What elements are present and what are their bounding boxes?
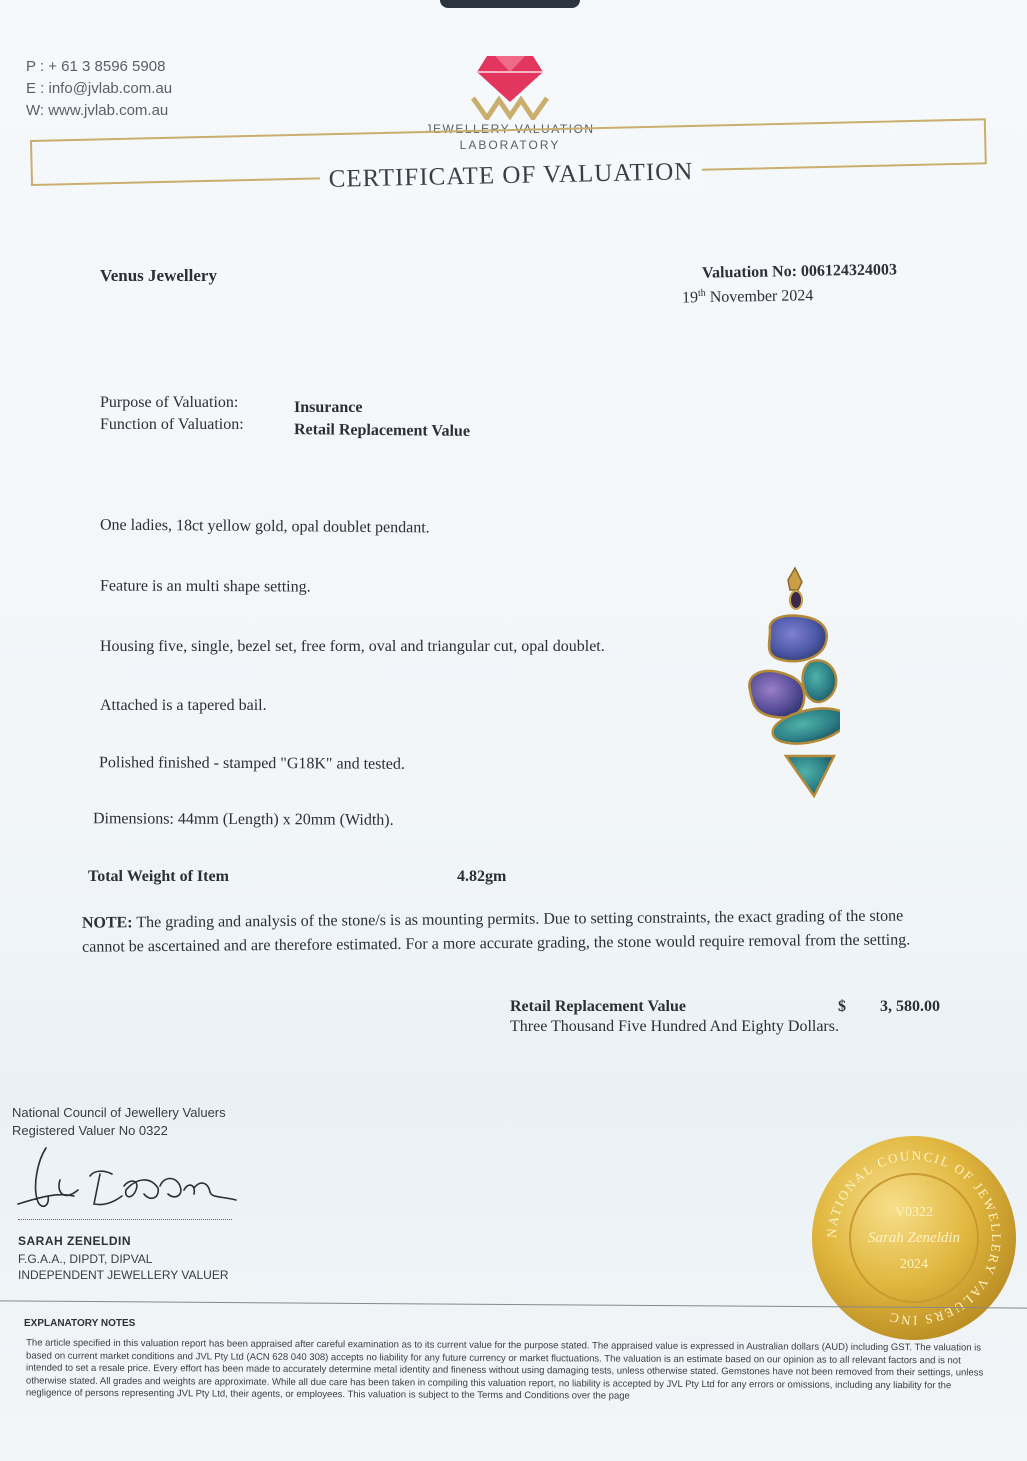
valuer-qualifications: F.G.A.A., DIPDT, DIPVAL	[18, 1252, 153, 1266]
valuer-registration: Registered Valuer No 0322	[12, 1123, 168, 1138]
note-label: NOTE:	[81, 914, 133, 932]
certificate-title: CERTIFICATE OF VALUATION	[320, 156, 703, 196]
contact-phone: P : + 61 3 8596 5908	[26, 58, 166, 75]
opal-pendant-image	[740, 560, 840, 805]
seal-valuer-name: Sarah Zeneldin	[867, 1230, 961, 1246]
retail-value-amount: 3, 580.00	[880, 998, 940, 1015]
date-rest: November 2024	[705, 287, 814, 307]
valuation-number: Valuation No: 006124324003	[701, 261, 898, 282]
valuer-org-name: National Council of Jewellery Valuers	[12, 1105, 226, 1120]
description-line: Polished finished - stamped "G18K" and tested.	[98, 754, 405, 773]
valuer-role: INDEPENDENT JEWELLERY VALUER	[18, 1268, 229, 1282]
weight-label: Total Weight of Item	[88, 868, 229, 885]
description-line: Housing five, single, bezel set, free form, oval and triangular cut, opal doublet.	[100, 638, 605, 655]
logo-line-2: LABORATORY	[459, 138, 561, 152]
council-gold-seal	[808, 1132, 1020, 1344]
purpose-label: Purpose of Valuation:	[100, 394, 239, 411]
seal-ring-text: NATIONAL COUNCIL OF JEWELLERY VALUERS INC	[823, 1147, 1005, 1329]
description-line: Dimensions: 44mm (Length) x 20mm (Width).	[92, 810, 394, 829]
seal-code: V0322	[894, 1205, 934, 1220]
valuer-signature	[8, 1140, 248, 1220]
description-line: One ladies, 18ct yellow gold, opal doublet pendant.	[99, 516, 430, 537]
gem-logo-icon	[465, 50, 555, 120]
purpose-value: Insurance	[294, 399, 363, 416]
contact-web: W: www.jvlab.com.au	[26, 102, 169, 119]
explanatory-notes-text: The article specified in this valuation report has been appraised after careful examination as to its current value for the purpose stated. The appraised value is expressed in Australian dollars (AUD) including GST. The valuation is based on current market conditions and JVL Pty Ltd (ACN 628 040 308) accepts no liability for any future currency or market fluctuations. The valuation is an estimate based on our opinion as to all relevant factors and is not intended to set a resale price. Every effort has been made to accurately determine metal identity and fineness without using damaging tests, unless otherwise stated. Gemstones have not been removed from their settings, unless otherwise stated. All grades and weights are approximate. While all due care has been taken in compiling this valuation report, no liability is accepted by JVL Pty Ltd for any errors or omissions, including any liability for the negligence of persons representing JVL Pty Ltd, their agents, or employees. This valuation is subject to the Terms and Conditions over the page	[25, 1337, 984, 1402]
date-suffix: th	[697, 287, 706, 299]
retail-value-label: Retail Replacement Value	[510, 998, 686, 1015]
function-value: Retail Replacement Value	[293, 421, 471, 440]
logo-line-1: JEWELLERY VALUATION	[425, 122, 595, 136]
valuer-name: SARAH ZENELDIN	[18, 1234, 132, 1248]
date-day: 19	[681, 289, 699, 307]
signature-line	[18, 1219, 232, 1220]
retail-value-currency: $	[838, 998, 846, 1015]
note-text: The grading and analysis of the stone/s is as mounting permits. Due to setting constraints, the exact grading of the stone cannot be ascertained and are therefore estimated. For a more accurate grading, the stone would require removal from the setting.	[82, 907, 911, 956]
description-line: Feature is an multi shape setting.	[99, 577, 311, 596]
description-line: Attached is a tapered bail.	[100, 697, 267, 714]
grading-note	[82, 904, 932, 959]
valuer-organisation	[12, 1104, 226, 1140]
client-name: Venus Jewellery	[100, 266, 217, 285]
seal-year: 2024	[900, 1257, 928, 1272]
contact-email: E : info@jvlab.com.au	[26, 80, 173, 97]
weight-value: 4.82gm	[457, 868, 507, 885]
contact-block	[26, 56, 172, 122]
explanatory-notes-title: EXPLANATORY NOTES	[24, 1318, 136, 1329]
valuation-date	[682, 286, 814, 308]
function-label: Function of Valuation:	[100, 416, 244, 433]
retail-value-words: Three Thousand Five Hundred And Eighty Dollars.	[510, 1018, 839, 1035]
valuer-credentials	[18, 1251, 229, 1283]
top-edge-shadow	[440, 0, 580, 8]
